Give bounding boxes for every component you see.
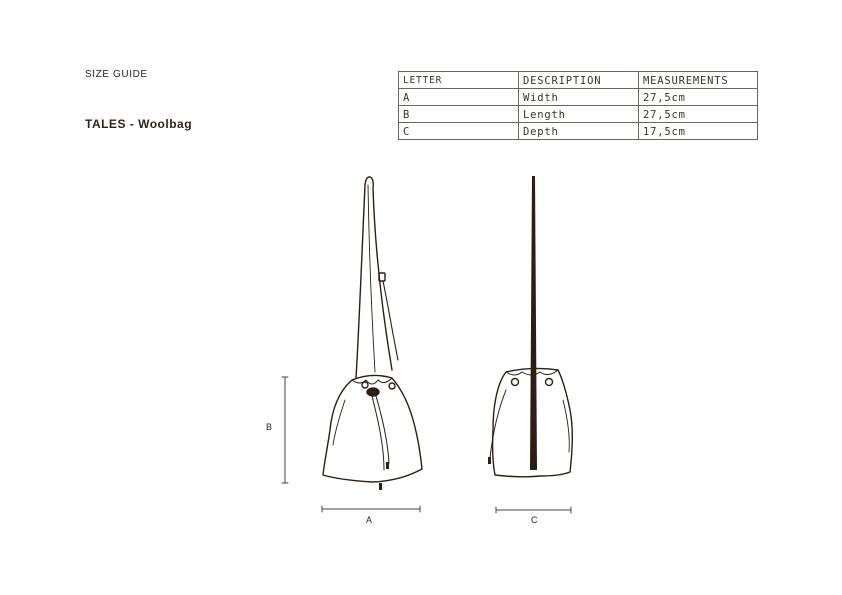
dimension-lines bbox=[282, 377, 571, 513]
eyelet-right bbox=[389, 383, 395, 389]
size-guide-label: SIZE GUIDE bbox=[85, 69, 148, 80]
cord-tip-bottom bbox=[379, 483, 382, 490]
cord-stopper bbox=[367, 388, 379, 396]
side-eyelet-right bbox=[546, 379, 553, 386]
cell-letter: A bbox=[399, 89, 519, 106]
bag-side-view bbox=[488, 176, 572, 477]
side-cord-tip bbox=[488, 457, 491, 464]
cell-description: Depth bbox=[519, 123, 639, 140]
cell-description: Width bbox=[519, 89, 639, 106]
cell-letter: C bbox=[399, 123, 519, 140]
column-header-description: DESCRIPTION bbox=[519, 72, 639, 89]
cell-description: Length bbox=[519, 106, 639, 123]
dimension-label-depth: C bbox=[531, 515, 538, 525]
drawcord-second bbox=[376, 396, 389, 463]
side-strap bbox=[530, 176, 537, 470]
column-header-measurements: MEASUREMENTS bbox=[639, 72, 758, 89]
dimension-label-length: B bbox=[266, 422, 273, 432]
eyelet-left bbox=[362, 382, 368, 388]
cell-measurement: 27,5cm bbox=[639, 106, 758, 123]
drawcord bbox=[372, 396, 384, 470]
side-eyelet-left bbox=[512, 379, 519, 386]
side-fold-line bbox=[563, 400, 569, 452]
product-title: TALES - Woolbag bbox=[85, 117, 193, 131]
dimension-label-width: A bbox=[366, 515, 373, 525]
bag-top-gather bbox=[352, 378, 392, 384]
dimension-line-depth bbox=[496, 507, 571, 513]
dimension-line-width bbox=[322, 506, 420, 512]
cell-measurement: 27,5cm bbox=[639, 89, 758, 106]
bag-front-view bbox=[323, 177, 422, 490]
cell-measurement: 17,5cm bbox=[639, 123, 758, 140]
cell-letter: B bbox=[399, 106, 519, 123]
dimension-line-length bbox=[282, 377, 288, 483]
column-header-letter: LETTER bbox=[399, 72, 519, 89]
cord-tip bbox=[386, 462, 389, 469]
strap-tail bbox=[383, 281, 398, 360]
